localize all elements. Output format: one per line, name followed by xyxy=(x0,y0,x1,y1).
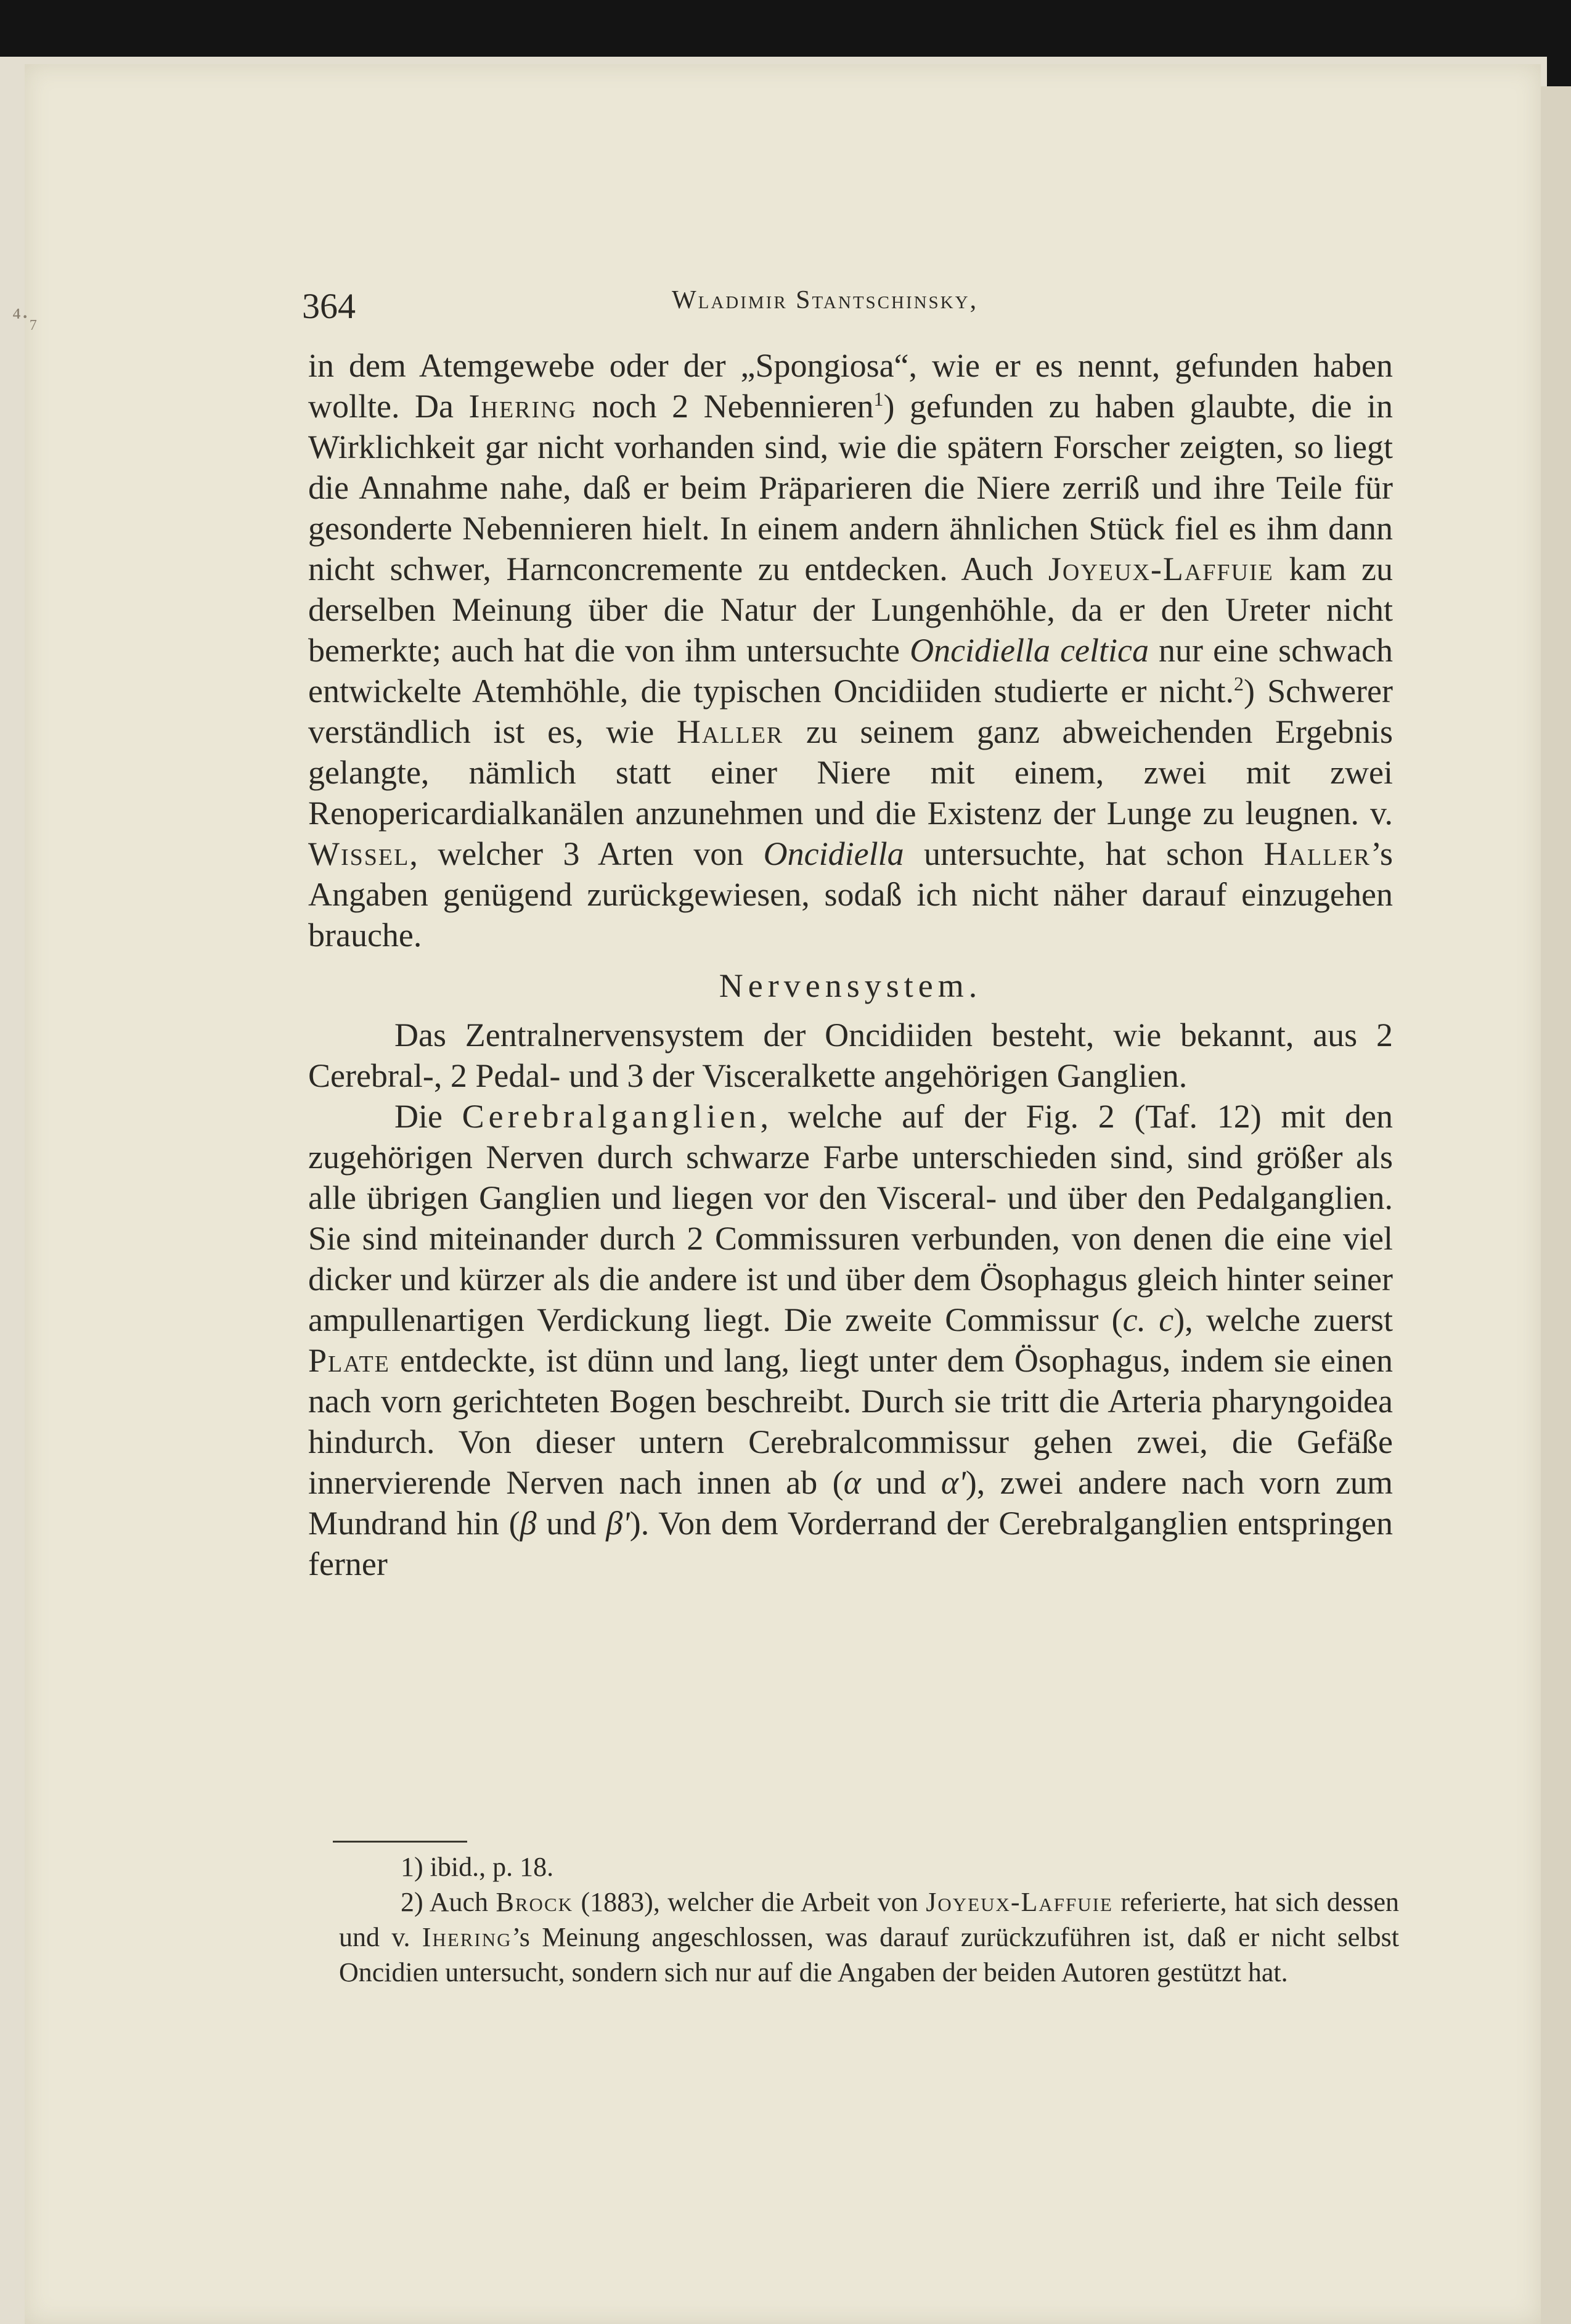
text-run: kam zu derselben Meinung über die Natur der Lungenhöhle, da er den Ureter nicht bemerkte; auch hat die von ihm untersuchte xyxy=(308,550,1393,669)
author-name: Plate xyxy=(308,1342,390,1379)
section-heading: Nervensystem. xyxy=(719,967,982,1004)
footnotes xyxy=(339,1849,1399,1990)
author-name: Haller xyxy=(1263,835,1371,872)
paragraph-2: Das Zentralnervensystem der Oncidiiden besteht, wie bekannt, aus 2 Cerebral-, 2 Pedal- und 3 der Visceralkette angehörigen Ganglien. xyxy=(308,1017,1393,1094)
text-run: referierte, hat sich dessen und v. xyxy=(339,1887,1400,1952)
footnote-1: 1) ibid., p. 18. xyxy=(401,1852,554,1882)
text-run: und xyxy=(536,1505,606,1542)
margin-mark: ⁴·₇ xyxy=(12,303,38,330)
text-run: entdeckte, ist dünn und lang, liegt unter dem Ösophagus, indem sie einen nach vorn gerichteten Bogen beschreibt. Durch sie tritt die Arteria pharyngoidea hindurch. Von dieser untern Cerebralcommissur gehen zwei, die Gefäße innervierende Nerven nach innen ab ( xyxy=(308,1342,1393,1501)
text-run: ’s Angaben genügend zurückgewiesen, sodaß ich nicht näher darauf einzugehen brauche. xyxy=(308,835,1393,954)
text-run: nur eine schwach entwickelte Atemhöhle, die typischen Oncidiiden studierte er nicht. xyxy=(308,632,1393,710)
text-run: und xyxy=(861,1464,941,1501)
figure-label: β' xyxy=(606,1505,630,1542)
page-number: 364 xyxy=(302,286,356,326)
author-name: Brock xyxy=(496,1887,574,1917)
text-run: (1883), welcher die Arbeit von xyxy=(573,1887,926,1917)
text-run: untersuchte, hat schon xyxy=(904,835,1264,872)
author-name: Ihering xyxy=(422,1922,512,1952)
paragraph-3 xyxy=(308,1096,1393,1584)
footnote-2 xyxy=(339,1884,1399,1990)
text-run: in dem Atemgewebe oder der „Spongiosa“, wie er es nennt, gefunden haben wollte. Da xyxy=(308,347,1393,425)
page-header xyxy=(302,280,1411,336)
text-run: ), welche zuerst xyxy=(1173,1301,1393,1338)
author-name: Ihering xyxy=(468,388,577,425)
author-name: Wissel xyxy=(308,835,410,872)
text-run: ). Von dem Vorderrand der Cerebralganglien entspringen ferner xyxy=(308,1505,1393,1582)
text-run: Die xyxy=(394,1098,462,1135)
figure-label: α xyxy=(843,1464,862,1501)
text-run: zu seinem ganz abweichenden Ergebnis gelangte, nämlich statt einer Niere mit einem, zwei mit zwei Renopericardialkanälen anzunehmen und die Existenz der Lunge zu leugnen. v. xyxy=(308,713,1393,832)
figure-label: c. c xyxy=(1122,1301,1174,1338)
footnote-rule xyxy=(333,1841,467,1843)
genus-name: Oncidiella xyxy=(763,835,904,872)
footnote-ref: 2 xyxy=(1234,673,1244,695)
emphasized-term: Cerebralganglien xyxy=(462,1098,761,1135)
author-name: Haller xyxy=(676,713,784,750)
figure-label: β xyxy=(520,1505,537,1542)
footnote-ref: 1 xyxy=(873,388,884,410)
figure-label: α' xyxy=(941,1464,966,1501)
species-name: Oncidiella celtica xyxy=(910,632,1149,669)
paragraph-1 xyxy=(308,345,1393,955)
text-run: noch 2 Nebennieren xyxy=(577,388,874,425)
running-head: Wladimir Stantschinsky, xyxy=(672,286,979,314)
author-name: Joyeux-Laffuie xyxy=(926,1887,1113,1917)
text-run: 2) Auch xyxy=(401,1887,496,1917)
text-run: ’s Meinung angeschlossen, was darauf zurückzuführen ist, daß er nicht selbst Oncidien untersucht, sondern sich nur auf die Angaben der beiden Autoren gestützt hat. xyxy=(339,1922,1399,1987)
text-run: ) Schwerer verständlich ist es, wie xyxy=(308,673,1393,750)
author-name: Joyeux-Laffuie xyxy=(1048,550,1274,587)
text-run: ), zwei andere nach vorn zum Mundrand hin ( xyxy=(308,1464,1393,1542)
text-run: , welcher 3 Arten von xyxy=(409,835,764,872)
body-text xyxy=(308,345,1393,1584)
text-run: ) gefunden zu haben glaubte, die in Wirklichkeit gar nicht vorhanden sind, wie die spätern Forscher zeigten, so liegt die Annahme nahe, daß er beim Präparieren die Niere zerriß und ihre Teile für gesonderte Nebennieren hielt. In einem andern ähnlichen Stück fiel es ihm dann nicht schwer, Harnconcremente zu entdecken. Auch xyxy=(308,388,1393,587)
text-run: , welche auf der Fig. 2 (Taf. 12) mit den zugehörigen Nerven durch schwarze Farbe unterschieden sind, sind größer als alle übrigen Ganglien und liegen vor den Visceral- und über den Pedalganglien. Sie sind miteinander durch 2 Commissuren verbunden, von denen die eine viel dicker und kürzer als die andere ist und über dem Ösophagus gleich hinter seiner ampullenartigen Verdickung liegt. Die zweite Commissur ( xyxy=(308,1098,1393,1338)
